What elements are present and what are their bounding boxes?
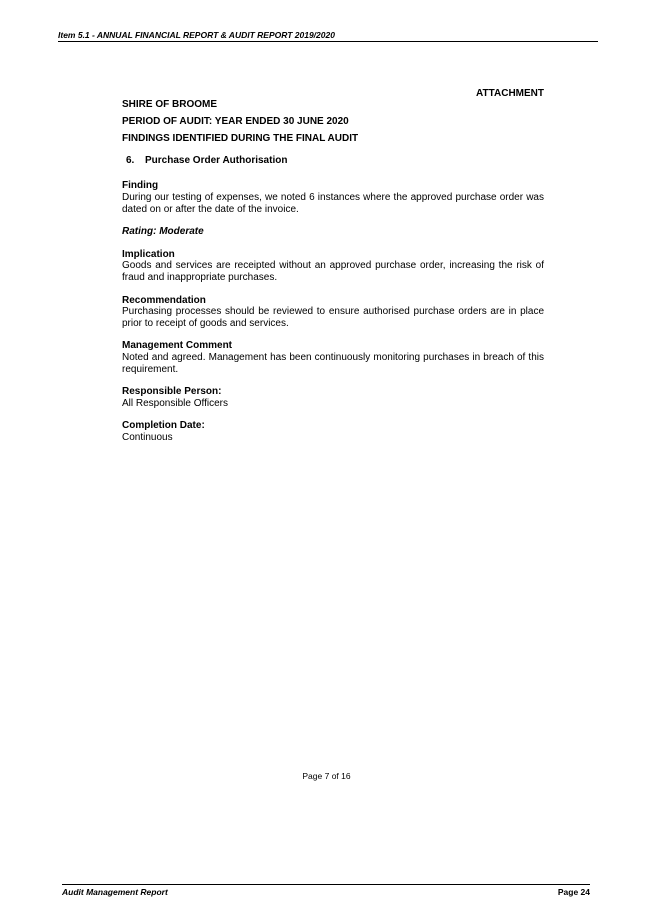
- management-comment-text: Noted and agreed. Management has been continuously monitoring purchases in breach of this requirement.: [122, 351, 544, 375]
- implication-text: Goods and services are receipted without an approved purchase order, increasing the risk of fraud and inappropriate purchases.: [122, 260, 544, 283]
- section-heading: [122, 155, 544, 167]
- attachment-label: ATTACHMENT: [476, 88, 544, 99]
- finding-block: [122, 180, 544, 215]
- recommendation-text: Purchasing processes should be reviewed to ensure authorised purchase orders are in place prior to receipt of goods and services.: [122, 306, 544, 329]
- management-comment-block: [122, 340, 544, 375]
- section-number: 6.: [126, 154, 135, 166]
- document-header: [58, 30, 598, 42]
- footer-page-number: Page 24: [557, 887, 590, 897]
- completion-date-label: Completion Date:: [122, 420, 205, 432]
- recommendation-label: Recommendation: [122, 294, 206, 306]
- audit-period-title: PERIOD OF AUDIT: YEAR ENDED 30 JUNE 2020: [122, 116, 349, 128]
- completion-date-text: Continuous: [122, 431, 173, 443]
- shire-title: SHIRE OF BROOME: [122, 99, 218, 110]
- header-item-title: Item 5.1 - ANNUAL FINANCIAL REPORT & AUDIT REPORT 2019/2020: [58, 30, 335, 40]
- report-body: [122, 99, 544, 443]
- rating-text: Rating: Moderate: [122, 226, 204, 238]
- finding-label: Finding: [122, 180, 159, 192]
- page-number: Page 7 of 16: [302, 771, 351, 781]
- footer-report-name: Audit Management Report: [62, 887, 168, 897]
- document-footer: [62, 884, 590, 897]
- responsible-person-label: Responsible Person:: [122, 386, 222, 398]
- finding-text: During our testing of expenses, we noted 6 instances where the approved purchase order was dated on or after the date of the invoice.: [122, 191, 544, 215]
- responsible-person-block: [122, 386, 544, 409]
- implication-label: Implication: [122, 248, 175, 260]
- section-title: Purchase Order Authorisation: [145, 154, 288, 166]
- rating-block: [122, 226, 544, 238]
- responsible-person-text: All Responsible Officers: [122, 397, 228, 409]
- implication-block: [122, 249, 544, 284]
- management-comment-label: Management Comment: [122, 340, 233, 352]
- recommendation-block: [122, 295, 544, 330]
- findings-title: FINDINGS IDENTIFIED DURING THE FINAL AUDIT: [122, 133, 359, 145]
- completion-date-block: [122, 420, 544, 443]
